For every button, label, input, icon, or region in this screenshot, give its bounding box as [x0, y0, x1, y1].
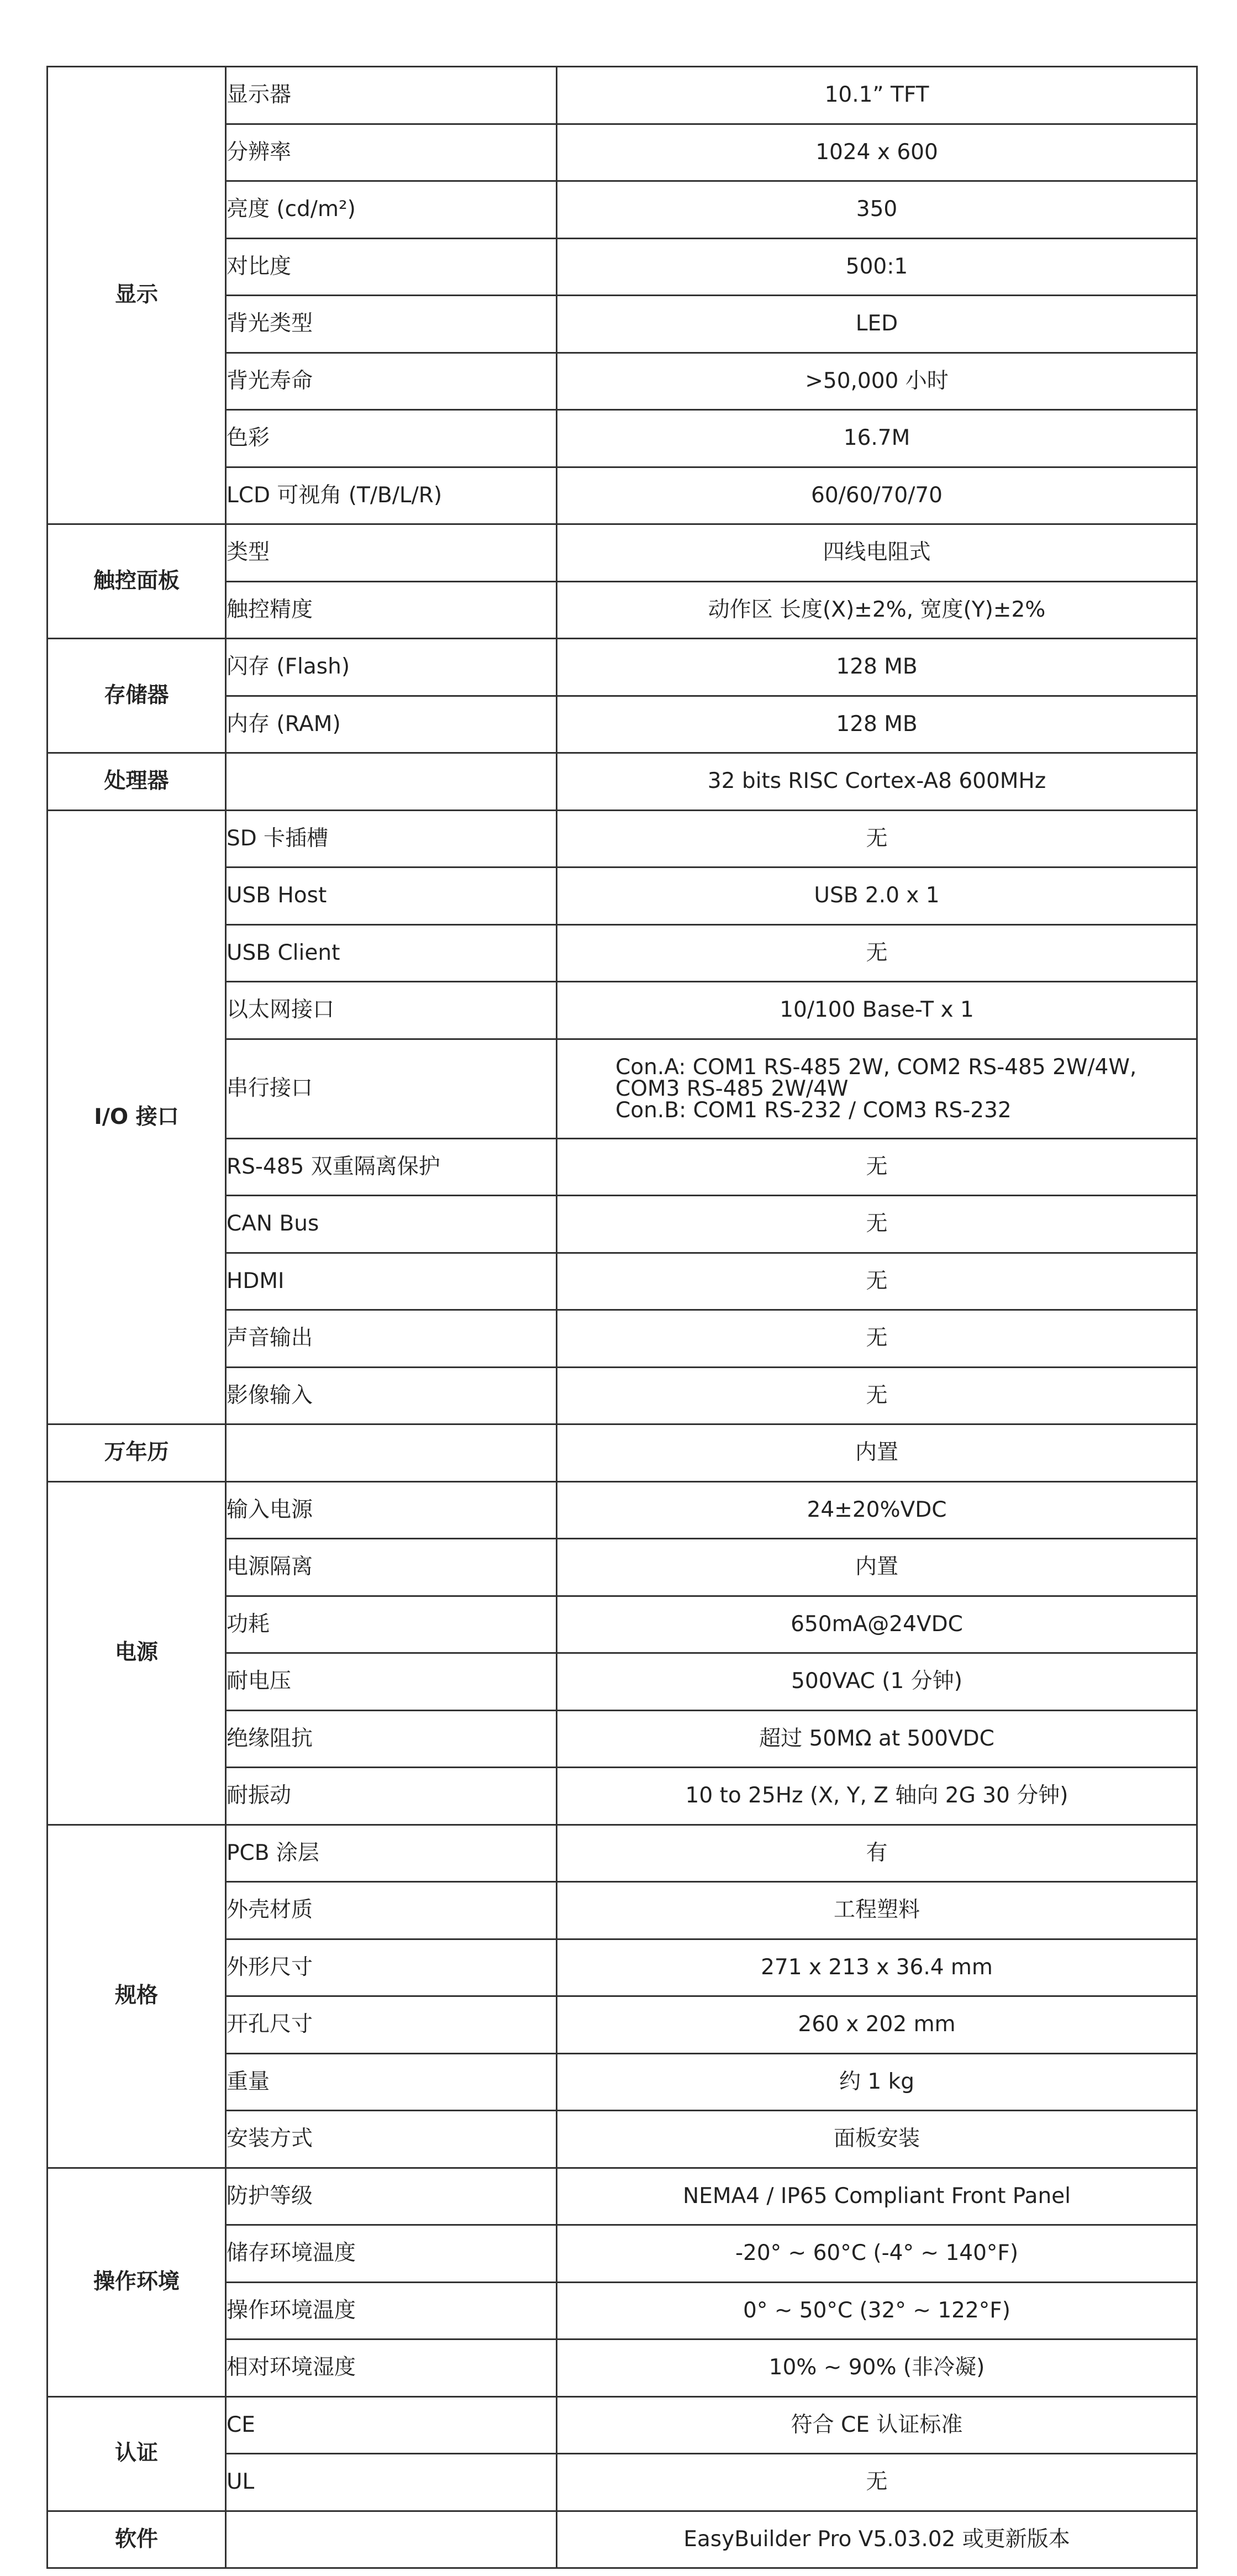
spec-value-cell: 128 MB — [557, 696, 1197, 753]
spec-value-cell: 四线电阻式 — [557, 524, 1197, 582]
spec-label-cell: 相对环境湿度 — [226, 2340, 557, 2397]
spec-value-cell: 无 — [557, 924, 1197, 982]
spec-value-cell: 无 — [557, 810, 1197, 868]
spec-label-cell: HDMI — [226, 1253, 557, 1310]
category-cell: 存储器 — [48, 639, 226, 753]
category-cell: 万年历 — [48, 1424, 226, 1482]
spec-value-cell: 650mA@24VDC — [557, 1596, 1197, 1653]
spec-value-cell: 500:1 — [557, 238, 1197, 296]
spec-label-cell: CAN Bus — [226, 1196, 557, 1253]
spec-label-cell: 外壳材质 — [226, 1882, 557, 1939]
spec-label-cell: 闪存 (Flash) — [226, 639, 557, 696]
spec-value-cell: 无 — [557, 1367, 1197, 1424]
spec-table-body — [48, 67, 1197, 2568]
spec-label-cell: 背光寿命 — [226, 353, 557, 410]
spec-value-cell: >50,000 小时 — [557, 353, 1197, 410]
spec-label-cell: 显示器 — [226, 67, 557, 124]
spec-value-cell: 60/60/70/70 — [557, 467, 1197, 524]
spec-label-cell: 亮度 (cd/m²) — [226, 181, 557, 239]
spec-label-cell: 内存 (RAM) — [226, 696, 557, 753]
spec-label-cell: 声音输出 — [226, 1310, 557, 1368]
spec-value-cell: 超过 50MΩ at 500VDC — [557, 1710, 1197, 1768]
spec-row — [48, 2168, 1197, 2225]
spec-value-cell: EasyBuilder Pro V5.03.02 或更新版本 — [557, 2511, 1197, 2568]
spec-label-cell: SD 卡插槽 — [226, 810, 557, 868]
spec-value-cell: 无 — [557, 1138, 1197, 1196]
spec-label-cell: 背光类型 — [226, 296, 557, 353]
spec-value-cell: 10/100 Base-T x 1 — [557, 982, 1197, 1039]
spec-value-cell: 无 — [557, 1253, 1197, 1310]
spec-value-cell: 内置 — [557, 1424, 1197, 1482]
spec-value-cell: 32 bits RISC Cortex-A8 600MHz — [557, 753, 1197, 811]
spec-label-cell: 外形尺寸 — [226, 1939, 557, 1996]
spec-value-cell: 271 x 213 x 36.4 mm — [557, 1939, 1197, 1996]
category-cell: 电源 — [48, 1481, 226, 1825]
spec-label-cell: 耐电压 — [226, 1653, 557, 1711]
spec-label-cell: 操作环境温度 — [226, 2282, 557, 2340]
spec-row — [48, 639, 1197, 696]
spec-value-cell: 10.1” TFT — [557, 67, 1197, 124]
spec-value-cell: 面板安装 — [557, 2111, 1197, 2168]
spec-row — [48, 2396, 1197, 2454]
spec-label-cell: 电源隔离 — [226, 1539, 557, 1596]
spec-label-cell: 安装方式 — [226, 2111, 557, 2168]
spec-value-cell: 有 — [557, 1825, 1197, 1882]
spec-value-cell: Con.A: COM1 RS-485 2W, COM2 RS-485 2W/4W, COM3 RS-485 2W/4W Con.B: COM1 RS-232 / COM3 RS-232 — [557, 1039, 1197, 1138]
spec-row — [48, 524, 1197, 582]
spec-value-cell: 无 — [557, 2454, 1197, 2511]
category-cell: 规格 — [48, 1825, 226, 2168]
spec-label-cell: 串行接口 — [226, 1039, 557, 1138]
category-cell: 触控面板 — [48, 524, 226, 639]
category-cell: I/O 接口 — [48, 810, 226, 1424]
spec-value-cell: 24±20%VDC — [557, 1481, 1197, 1539]
spec-value-cell: 350 — [557, 181, 1197, 239]
spec-value-cell: 无 — [557, 1196, 1197, 1253]
spec-table — [46, 66, 1198, 2569]
category-cell: 显示 — [48, 67, 226, 524]
spec-value-cell: 动作区 长度(X)±2%, 宽度(Y)±2% — [557, 581, 1197, 639]
category-cell: 处理器 — [48, 753, 226, 811]
category-cell: 软件 — [48, 2511, 226, 2568]
spec-label-cell: UL — [226, 2454, 557, 2511]
spec-label-cell: 分辨率 — [226, 124, 557, 181]
spec-label-cell: PCB 涂层 — [226, 1825, 557, 1882]
spec-label-cell: USB Host — [226, 868, 557, 925]
spec-value-cell: 符合 CE 认证标准 — [557, 2396, 1197, 2454]
spec-value-cell: 0° ~ 50°C (32° ~ 122°F) — [557, 2282, 1197, 2340]
spec-label-cell: 储存环境温度 — [226, 2225, 557, 2283]
spec-label-cell — [226, 753, 557, 811]
spec-value-cell: -20° ~ 60°C (-4° ~ 140°F) — [557, 2225, 1197, 2283]
spec-label-cell — [226, 1424, 557, 1482]
spec-label-cell: RS-485 双重隔离保护 — [226, 1138, 557, 1196]
spec-label-cell: 绝缘阻抗 — [226, 1710, 557, 1768]
spec-label-cell: 类型 — [226, 524, 557, 582]
spec-value-cell: 10 to 25Hz (X, Y, Z 轴向 2G 30 分钟) — [557, 1768, 1197, 1825]
spec-value-cell: 无 — [557, 1310, 1197, 1368]
spec-label-cell: CE — [226, 2396, 557, 2454]
spec-label-cell: LCD 可视角 (T/B/L/R) — [226, 467, 557, 524]
spec-row — [48, 1424, 1197, 1482]
spec-label-cell: USB Client — [226, 924, 557, 982]
spec-label-cell — [226, 2511, 557, 2568]
spec-value-cell: 内置 — [557, 1539, 1197, 1596]
spec-label-cell: 触控精度 — [226, 581, 557, 639]
spec-value-cell: 10% ~ 90% (非冷凝) — [557, 2340, 1197, 2397]
spec-value-cell: 260 x 202 mm — [557, 1996, 1197, 2054]
spec-label-cell: 重量 — [226, 2053, 557, 2111]
spec-label-cell: 输入电源 — [226, 1481, 557, 1539]
spec-value-cell: 500VAC (1 分钟) — [557, 1653, 1197, 1711]
spec-row — [48, 2511, 1197, 2568]
spec-label-cell: 开孔尺寸 — [226, 1996, 557, 2054]
spec-row — [48, 67, 1197, 124]
category-cell: 认证 — [48, 2396, 226, 2511]
spec-label-cell: 色彩 — [226, 410, 557, 467]
spec-row — [48, 1825, 1197, 1882]
spec-label-cell: 对比度 — [226, 238, 557, 296]
spec-label-cell: 影像输入 — [226, 1367, 557, 1424]
spec-row — [48, 810, 1197, 868]
spec-value-cell: 1024 x 600 — [557, 124, 1197, 181]
spec-value-cell: LED — [557, 296, 1197, 353]
spec-row — [48, 1481, 1197, 1539]
spec-value-cell: USB 2.0 x 1 — [557, 868, 1197, 925]
spec-label-cell: 功耗 — [226, 1596, 557, 1653]
spec-value-cell: 约 1 kg — [557, 2053, 1197, 2111]
spec-row — [48, 753, 1197, 811]
spec-value-cell: 16.7M — [557, 410, 1197, 467]
category-cell: 操作环境 — [48, 2168, 226, 2396]
spec-value-cell: 128 MB — [557, 639, 1197, 696]
spec-label-cell: 以太网接口 — [226, 982, 557, 1039]
spec-label-cell: 防护等级 — [226, 2168, 557, 2225]
spec-value-cell: 工程塑料 — [557, 1882, 1197, 1939]
spec-value-cell: NEMA4 / IP65 Compliant Front Panel — [557, 2168, 1197, 2225]
spec-label-cell: 耐振动 — [226, 1768, 557, 1825]
